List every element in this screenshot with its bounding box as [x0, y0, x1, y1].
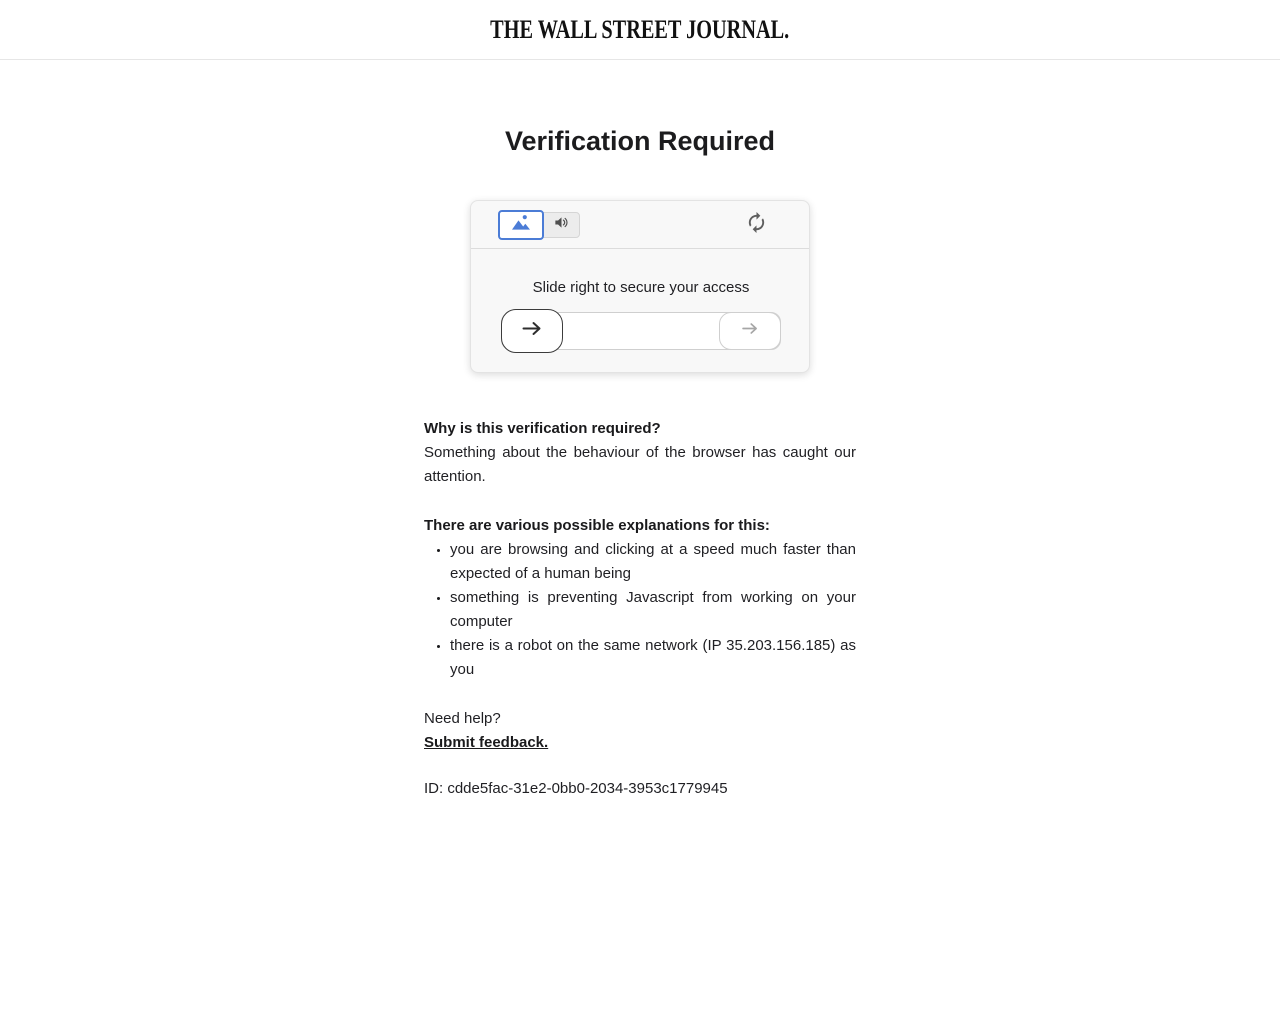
captcha-widget [470, 200, 810, 373]
list-item: • there is a robot on the same network (IP 35.203.156.185) as you [450, 634, 856, 682]
why-body: Something about the behaviour of the browser has caught our attention. [424, 444, 856, 485]
slider-handle[interactable] [501, 309, 563, 353]
list-item: • something is preventing Javascript from working on your computer [450, 586, 856, 634]
arrow-right-icon [521, 321, 543, 341]
slider-instruction: Slide right to secure your access [532, 279, 750, 296]
header [0, 0, 1280, 60]
page-title: Verification Required [504, 126, 776, 156]
feedback-row [424, 731, 856, 755]
explanations-list [424, 538, 856, 682]
captcha-body [471, 249, 809, 372]
slider [501, 309, 781, 353]
refresh-button[interactable] [743, 212, 769, 238]
wsj-logo: THE WALL STREET JOURNAL. [490, 14, 790, 44]
image-mode-button[interactable] [498, 210, 544, 240]
image-icon [510, 213, 532, 236]
refresh-icon [745, 211, 768, 239]
list-item: • you are browsing and clicking at a speed much faster than expected of a human being [450, 538, 856, 586]
explanation-section [424, 417, 856, 801]
submit-feedback-link[interactable]: Submit feedback. [424, 734, 549, 751]
captcha-toolbar [471, 201, 809, 249]
reference-id: ID: cdde5fac-31e2-0bb0-2034-3953c1779945 [424, 780, 728, 797]
explanations-heading: There are various possible explanations for this: [424, 517, 770, 534]
why-heading: Why is this verification required? [424, 420, 661, 437]
arrow-right-icon [741, 322, 759, 340]
slider-target [719, 312, 781, 350]
audio-mode-button[interactable] [542, 212, 580, 238]
main-content [0, 126, 1280, 801]
need-help-text: Need help? [424, 710, 501, 727]
captcha-mode-toggle [498, 210, 580, 240]
speaker-icon [553, 215, 570, 235]
